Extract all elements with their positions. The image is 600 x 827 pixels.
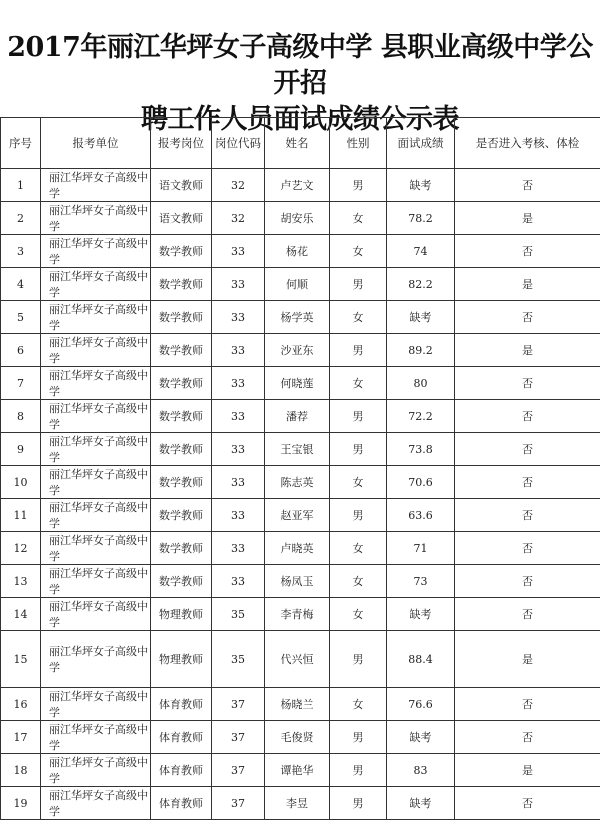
- cell-unit: 丽江华坪女子高级中学: [41, 565, 151, 598]
- cell-position-code: 33: [212, 301, 265, 334]
- cell-score: 63.6: [387, 499, 455, 532]
- cell-unit: 丽江华坪女子高级中学: [41, 169, 151, 202]
- cell-advance: 否: [455, 499, 600, 532]
- cell-position-code: 33: [212, 334, 265, 367]
- cell-position: 体育教师: [151, 787, 212, 820]
- cell-index: 19: [1, 787, 41, 820]
- cell-unit: 丽江华坪女子高级中学: [41, 754, 151, 787]
- cell-position: 数学教师: [151, 367, 212, 400]
- cell-advance: 否: [455, 532, 600, 565]
- table-row: [1, 169, 600, 202]
- cell-position-code: 33: [212, 499, 265, 532]
- cell-name: 何晓莲: [265, 367, 330, 400]
- cell-name: 胡安乐: [265, 202, 330, 235]
- cell-gender: 男: [330, 400, 387, 433]
- cell-advance: 否: [455, 565, 600, 598]
- cell-index: 14: [1, 598, 41, 631]
- cell-index: 11: [1, 499, 41, 532]
- cell-position-code: 32: [212, 202, 265, 235]
- cell-unit: 丽江华坪女子高级中学: [41, 433, 151, 466]
- header-col-position-code: 岗位代码: [212, 118, 265, 169]
- cell-position: 数学教师: [151, 433, 212, 466]
- cell-unit: 丽江华坪女子高级中学: [41, 235, 151, 268]
- cell-index: 18: [1, 754, 41, 787]
- cell-name: 赵亚军: [265, 499, 330, 532]
- cell-index: 16: [1, 688, 41, 721]
- table-row: [1, 268, 600, 301]
- cell-name: 潘荐: [265, 400, 330, 433]
- cell-advance: 否: [455, 169, 600, 202]
- header-col-name: 姓名: [265, 118, 330, 169]
- cell-advance: 否: [455, 301, 600, 334]
- cell-position-code: 37: [212, 754, 265, 787]
- cell-name: 王宝银: [265, 433, 330, 466]
- cell-name: 谭艳华: [265, 754, 330, 787]
- cell-position: 体育教师: [151, 754, 212, 787]
- cell-unit: 丽江华坪女子高级中学: [41, 367, 151, 400]
- cell-unit: 丽江华坪女子高级中学: [41, 532, 151, 565]
- cell-name: 卢艺文: [265, 169, 330, 202]
- table-row: [1, 532, 600, 565]
- table-row: [1, 598, 600, 631]
- cell-position: 数学教师: [151, 466, 212, 499]
- cell-position: 数学教师: [151, 499, 212, 532]
- cell-gender: 女: [330, 466, 387, 499]
- cell-unit: 丽江华坪女子高级中学: [41, 268, 151, 301]
- cell-position-code: 37: [212, 688, 265, 721]
- cell-index: 2: [1, 202, 41, 235]
- cell-advance: 否: [455, 688, 600, 721]
- table-row: [1, 367, 600, 400]
- cell-name: 李昱: [265, 787, 330, 820]
- cell-score: 82.2: [387, 268, 455, 301]
- cell-advance: 否: [455, 235, 600, 268]
- cell-score: 89.2: [387, 334, 455, 367]
- cell-advance: 否: [455, 400, 600, 433]
- header-col-index: 序号: [1, 118, 41, 169]
- cell-score: 80: [387, 367, 455, 400]
- cell-unit: 丽江华坪女子高级中学: [41, 202, 151, 235]
- cell-position: 体育教师: [151, 721, 212, 754]
- cell-position-code: 33: [212, 235, 265, 268]
- cell-position-code: 37: [212, 787, 265, 820]
- results-table: [0, 117, 600, 820]
- cell-unit: 丽江华坪女子高级中学: [41, 400, 151, 433]
- header-col-advance: 是否进入考核、体检: [455, 118, 600, 169]
- cell-unit: 丽江华坪女子高级中学: [41, 631, 151, 688]
- cell-score: 83: [387, 754, 455, 787]
- cell-position: 物理教师: [151, 631, 212, 688]
- table-row: [1, 754, 600, 787]
- cell-name: 杨花: [265, 235, 330, 268]
- cell-index: 15: [1, 631, 41, 688]
- cell-position: 数学教师: [151, 235, 212, 268]
- cell-position: 物理教师: [151, 598, 212, 631]
- cell-score: 78.2: [387, 202, 455, 235]
- cell-advance: 是: [455, 202, 600, 235]
- cell-gender: 男: [330, 268, 387, 301]
- cell-score: 73.8: [387, 433, 455, 466]
- cell-index: 12: [1, 532, 41, 565]
- cell-index: 1: [1, 169, 41, 202]
- cell-unit: 丽江华坪女子高级中学: [41, 688, 151, 721]
- cell-position-code: 33: [212, 532, 265, 565]
- cell-index: 4: [1, 268, 41, 301]
- cell-index: 8: [1, 400, 41, 433]
- header-col-position: 报考岗位: [151, 118, 212, 169]
- cell-position-code: 32: [212, 169, 265, 202]
- cell-advance: 否: [455, 466, 600, 499]
- cell-name: 杨晓兰: [265, 688, 330, 721]
- table-row: [1, 688, 600, 721]
- cell-index: 13: [1, 565, 41, 598]
- table-header-row: [1, 118, 600, 169]
- cell-gender: 女: [330, 202, 387, 235]
- table-row: [1, 334, 600, 367]
- cell-position-code: 33: [212, 367, 265, 400]
- cell-gender: 男: [330, 334, 387, 367]
- cell-gender: 男: [330, 499, 387, 532]
- cell-name: 杨学英: [265, 301, 330, 334]
- cell-advance: 是: [455, 334, 600, 367]
- cell-advance: 否: [455, 598, 600, 631]
- cell-gender: 男: [330, 721, 387, 754]
- cell-position-code: 33: [212, 433, 265, 466]
- cell-gender: 女: [330, 565, 387, 598]
- cell-advance: 是: [455, 268, 600, 301]
- cell-name: 陈志英: [265, 466, 330, 499]
- cell-name: 毛俊贤: [265, 721, 330, 754]
- cell-index: 10: [1, 466, 41, 499]
- table-row: [1, 400, 600, 433]
- cell-position-code: 35: [212, 631, 265, 688]
- cell-position: 体育教师: [151, 688, 212, 721]
- cell-position: 数学教师: [151, 301, 212, 334]
- cell-position-code: 33: [212, 400, 265, 433]
- cell-index: 17: [1, 721, 41, 754]
- table-row: [1, 466, 600, 499]
- cell-gender: 男: [330, 433, 387, 466]
- header-col-score: 面试成绩: [387, 118, 455, 169]
- cell-unit: 丽江华坪女子高级中学: [41, 301, 151, 334]
- cell-score: 缺考: [387, 169, 455, 202]
- cell-gender: 男: [330, 754, 387, 787]
- cell-gender: 男: [330, 631, 387, 688]
- cell-name: 李青梅: [265, 598, 330, 631]
- cell-advance: 否: [455, 367, 600, 400]
- table-row: [1, 301, 600, 334]
- cell-advance: 否: [455, 433, 600, 466]
- header-col-gender: 性别: [330, 118, 387, 169]
- table-row: [1, 235, 600, 268]
- cell-index: 9: [1, 433, 41, 466]
- cell-gender: 女: [330, 367, 387, 400]
- cell-score: 72.2: [387, 400, 455, 433]
- cell-gender: 女: [330, 301, 387, 334]
- cell-unit: 丽江华坪女子高级中学: [41, 499, 151, 532]
- table-row: [1, 499, 600, 532]
- cell-gender: 男: [330, 169, 387, 202]
- table-row: [1, 433, 600, 466]
- cell-unit: 丽江华坪女子高级中学: [41, 721, 151, 754]
- cell-name: 卢晓英: [265, 532, 330, 565]
- cell-position-code: 33: [212, 565, 265, 598]
- table-row: [1, 565, 600, 598]
- table-row: [1, 631, 600, 688]
- cell-advance: 是: [455, 754, 600, 787]
- cell-name: 沙亚东: [265, 334, 330, 367]
- cell-gender: 女: [330, 688, 387, 721]
- table-row: [1, 721, 600, 754]
- cell-advance: 是: [455, 631, 600, 688]
- cell-name: 何顺: [265, 268, 330, 301]
- cell-position-code: 33: [212, 466, 265, 499]
- cell-gender: 男: [330, 787, 387, 820]
- cell-score: 70.6: [387, 466, 455, 499]
- cell-position: 数学教师: [151, 565, 212, 598]
- cell-unit: 丽江华坪女子高级中学: [41, 334, 151, 367]
- cell-unit: 丽江华坪女子高级中学: [41, 787, 151, 820]
- cell-unit: 丽江华坪女子高级中学: [41, 466, 151, 499]
- cell-position-code: 37: [212, 721, 265, 754]
- cell-position: 语文教师: [151, 169, 212, 202]
- cell-score: 73: [387, 565, 455, 598]
- cell-position-code: 35: [212, 598, 265, 631]
- cell-position: 数学教师: [151, 532, 212, 565]
- cell-name: 杨凤玉: [265, 565, 330, 598]
- table-row: [1, 787, 600, 820]
- cell-name: 代兴恒: [265, 631, 330, 688]
- cell-score: 74: [387, 235, 455, 268]
- cell-unit: 丽江华坪女子高级中学: [41, 598, 151, 631]
- title-line-2: 聘工作人员面试成绩公示表: [141, 104, 459, 135]
- cell-score: 88.4: [387, 631, 455, 688]
- cell-score: 缺考: [387, 598, 455, 631]
- cell-index: 7: [1, 367, 41, 400]
- cell-gender: 女: [330, 598, 387, 631]
- cell-gender: 女: [330, 532, 387, 565]
- cell-position: 语文教师: [151, 202, 212, 235]
- cell-index: 5: [1, 301, 41, 334]
- cell-position: 数学教师: [151, 400, 212, 433]
- cell-position: 数学教师: [151, 268, 212, 301]
- cell-index: 6: [1, 334, 41, 367]
- cell-position: 数学教师: [151, 334, 212, 367]
- table-row: [1, 202, 600, 235]
- cell-advance: 否: [455, 721, 600, 754]
- cell-position-code: 33: [212, 268, 265, 301]
- cell-score: 缺考: [387, 787, 455, 820]
- cell-advance: 否: [455, 787, 600, 820]
- cell-gender: 女: [330, 235, 387, 268]
- cell-index: 3: [1, 235, 41, 268]
- title-line-1: 2017年丽江华坪女子高级中学 县职业高级中学公开招: [7, 32, 593, 99]
- cell-score: 缺考: [387, 301, 455, 334]
- header-col-unit: 报考单位: [41, 118, 151, 169]
- cell-score: 76.6: [387, 688, 455, 721]
- cell-score: 71: [387, 532, 455, 565]
- cell-score: 缺考: [387, 721, 455, 754]
